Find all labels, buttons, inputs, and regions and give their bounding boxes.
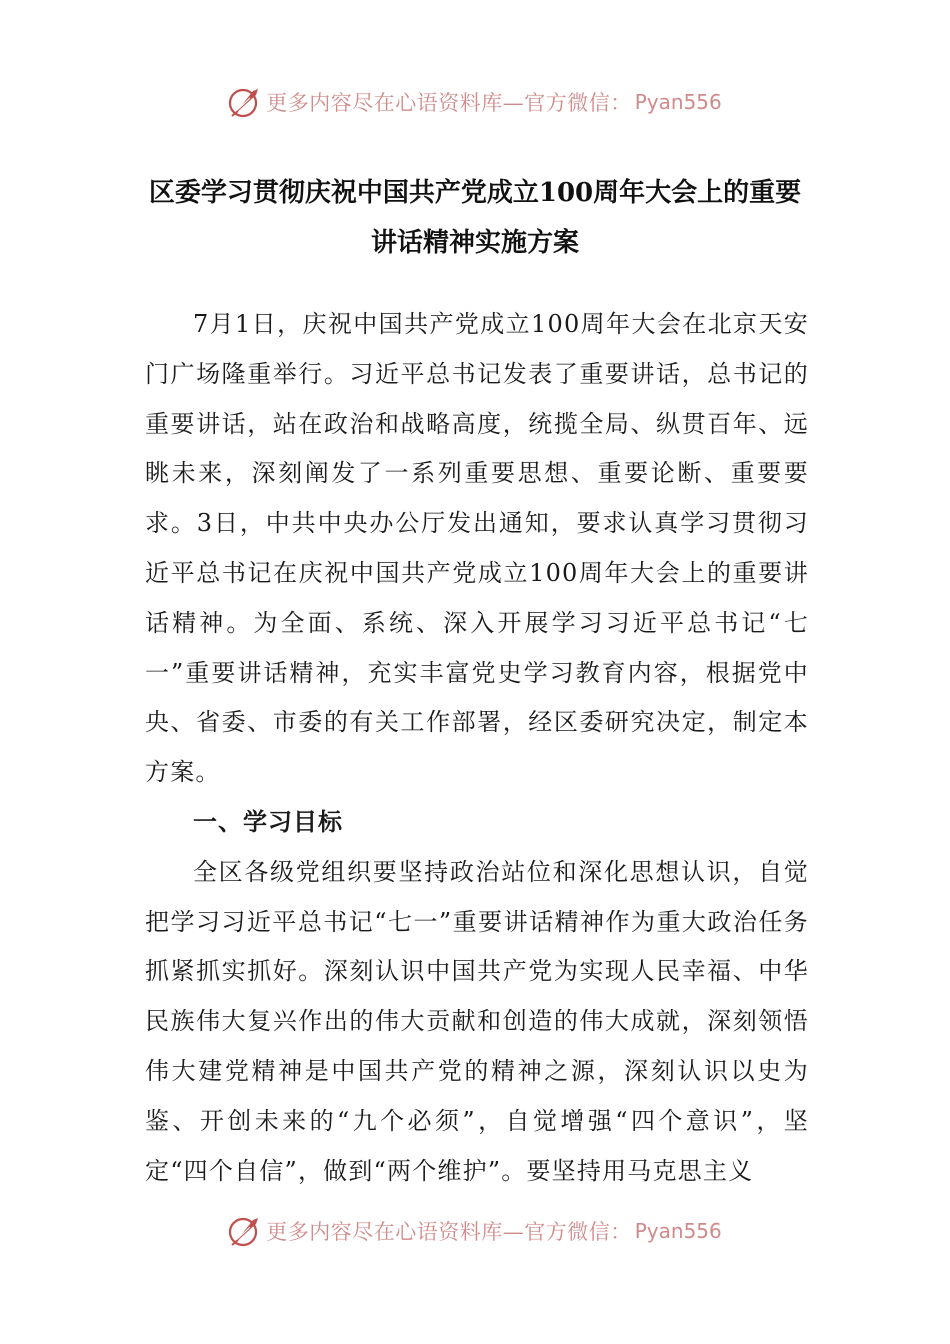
footer-banner	[0, 1211, 950, 1251]
header-banner	[0, 82, 950, 122]
section-heading: 一、学习目标	[193, 807, 343, 836]
section-paragraph: 全区各级党组织要坚持政治站位和深化思想认识，自觉把学习习近平总书记“七一”重要讲话精神作为重大政治任务抓紧抓实抓好。深刻认识中国共产党为实现人民幸福、中华民族伟大复兴作出的伟大贡献和创造的伟大成就，深刻领悟伟大建党精神是中国共产党的精神之源，深刻认识以史为鉴、开创未来的“九个必须”，自觉增强“四个意识”，坚定“四个自信”，做到“两个维护”。要坚持用马克思主义	[145, 857, 809, 1185]
document-body	[145, 300, 809, 1196]
quill-logo-icon	[228, 85, 262, 119]
banner-text: 更多内容尽在心语资料库—官方微信：	[266, 1220, 632, 1244]
quill-logo-icon	[228, 1214, 262, 1248]
banner-text: 更多内容尽在心语资料库—官方微信：	[266, 91, 632, 115]
intro-paragraph: 7月1日，庆祝中国共产党成立100周年大会在北京天安门广场隆重举行。习近平总书记发表了重要讲话，总书记的重要讲话，站在政治和战略高度，统揽全局、纵贯百年、远眺未来，深刻阐发了一系列重要思想、重要论断、重要要求。3日，中共中央办公厅发出通知，要求认真学习贯彻习近平总书记在庆祝中国共产党成立100周年大会上的重要讲话精神。为全面、系统、深入开展学习习近平总书记“七一”重要讲话精神，充实丰富党史学习教育内容，根据党中央、省委、市委的有关工作部署，经区委研究决定，制定本方案。	[145, 310, 809, 787]
banner-wechat-id: Pyan556	[634, 1219, 722, 1243]
banner-wechat-id: Pyan556	[634, 90, 722, 114]
document-title: 区委学习贯彻庆祝中国共产党成立100周年大会上的重要讲话精神实施方案	[148, 178, 802, 258]
